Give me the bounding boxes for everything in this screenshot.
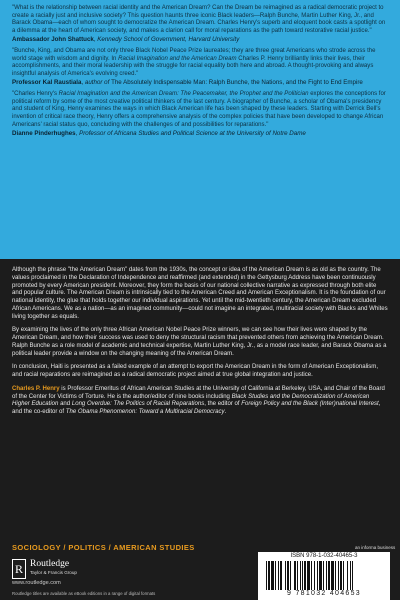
book-title: Racial Imagination and the American Dream xyxy=(118,55,237,62)
barcode-stripe xyxy=(271,561,274,590)
endorser-name: Professor Kal Raustiala xyxy=(12,79,82,87)
barcode-stripe xyxy=(294,561,296,590)
publisher-group: Taylor & Francis Group xyxy=(30,570,77,575)
barcode-stripe xyxy=(319,561,322,590)
endorsement-3 xyxy=(12,91,388,138)
barcode-stripe xyxy=(304,561,306,590)
description-paragraph: Although the phrase "the American Dream" dates from the 1930s, the concept or idea of the American Dream is as old as the country. The values proclaimed in the Declaration of Independence and reaffirmed (and extended) in the Gettysburg Address have been continuously promoted by every American president. Moreover, they form the basis of our national collective narrative as expressed through both elite and popular culture. The American Dream is intrinsically tied to the American Creed and American Exceptionalism. It is the foundation of our national identity, the glue that holds together our individual aspirations. Yet until the mid-twentieth century, the American Dream excluded African Americans. We as a nation—as an imagined community—could not imagine an integrated, multiracial society with Blacks and Whites living together as equals. xyxy=(12,267,388,320)
barcode-stripe xyxy=(335,561,336,590)
routledge-logo-icon xyxy=(12,559,26,579)
barcode-stripe xyxy=(326,561,327,590)
endorsement-2 xyxy=(12,48,388,87)
description-paragraph: By examining the lives of the only three African American Nobel Peace Prize winners, we can see how their lives were shaped by the American Dream, and how their success was used to deny the structural racism that prevented others from achieving the American Dream. Ralph Bunche as a role model of academic and technical expertise, Martin Luther King, Jr., as a model race leader, and Barack Obama as a political leader provide a window on the changing meaning of the American Dream. xyxy=(12,327,387,357)
barcode-stripe xyxy=(300,561,301,590)
barcode-stripe xyxy=(268,561,270,590)
endorsement-quote: "Bunche, King, and Obama are not only three Black Nobel Peace Prize laureates; they are three great Americans who strode across the world stage with wisdom and dignity. In Racial Imagination and the American Dream Charles P. Henry brilliantly links their lives, their accomplishments, and their moral leadership with the struggle for racial equality both here and abroad. A thought-provoking and always insightful analysis of America's evolving creed." xyxy=(12,47,376,78)
barcode-bars xyxy=(266,561,382,590)
endorsement-attribution: Ambassador John Shattuck, Kennedy School of Government, Harvard University xyxy=(12,36,240,44)
barcode-stripe xyxy=(297,561,298,590)
endorsement-quote: "Charles Henry's Racial Imagination and the American Dream: The Peacemaker, the Prophet and the Politician explores the conceptions for political reform by some of the most creative political thinkers of the last century. A biographer of Bunche, a scholar of Obama's presidency and student of King, Henry examines the ways in which Black American life has been shaped by these leaders. Starting with Derrick Bell's invention of critical race theory, Henry offers a comprehensive analysis of the complex policies that have been developed to change African Americans' racial status quo, concluding with the challenges of and possibilities for reparations." xyxy=(12,90,386,128)
book-title: Racial Imagination and the American Dream: The Peacemaker, the Prophet and the Politician xyxy=(58,90,309,97)
endorser-name: Dianne Pinderhughes xyxy=(12,129,76,137)
barcode-stripe xyxy=(280,561,282,590)
endorser-name: Ambassador John Shattuck xyxy=(12,36,94,44)
barcode-stripe xyxy=(331,561,334,590)
barcode-stripe xyxy=(317,561,318,590)
barcode-stripe xyxy=(323,561,324,590)
barcode-stripe xyxy=(314,561,315,590)
publisher-logo xyxy=(12,558,172,580)
barcode-stripe xyxy=(307,561,310,590)
barcode-stripe xyxy=(302,561,303,590)
barcode-stripe xyxy=(290,561,291,590)
svg-text:R: R xyxy=(14,562,24,576)
barcode-stripe xyxy=(285,561,286,590)
endorsements-panel xyxy=(0,0,400,259)
endorser-affiliation: Professor of Africana Studies and Political Science at the University of Notre Dame xyxy=(79,129,306,137)
barcode-stripe xyxy=(352,561,353,590)
informa-label: an informa business xyxy=(355,545,396,550)
barcode-stripe xyxy=(266,561,267,590)
barcode-card xyxy=(258,552,390,600)
author-bio: Charles P. Henry is Professor Emeritus of African American Studies at the University of California at Berkeley, USA, and Chair of the Board of the Center for Victims of Torture. He is the author/editor of nine books including Black Studies and the Democratization of American Higher Education and Long Overdue: The Politics of Racial Reparations, the editor of Foreign Policy and the Black (Inter)national Interest, and the co-editor of The Obama Phenomenon: Toward a Multiracial Democracy. xyxy=(12,385,385,415)
endorser-affiliation: Kennedy School of Government, Harvard University xyxy=(97,36,240,44)
description-paragraph: In conclusion, Haiti is presented as a failed example of an attempt to export the American Dream in the form of American Exceptionalism, and racial reparations are reimagined as a radical democratic project aimed at true global integration and justice. xyxy=(12,364,379,378)
endorsement-attribution: Professor Kal Raustiala, author of The Absolutely Indispensable Man: Ralph Bunche, the Nations, and the Fight to End Empire xyxy=(12,79,363,87)
barcode-stripe xyxy=(328,561,330,590)
publisher-website[interactable]: www.routledge.com xyxy=(12,580,61,586)
barcode-stripe xyxy=(287,561,289,590)
barcode-stripe xyxy=(311,561,312,590)
barcode-stripe xyxy=(350,561,351,590)
barcode-stripe xyxy=(338,561,339,590)
endorsement-quote: "What is the relationship between racial identity and the American Dream? Can the Dream be reimagined as a radical democratic project to create a racially just and inclusive society? This question haunts three iconic Black leaders—Ralph Bunche, Martin Luther King, Jr., and Barack Obama—each of whom sought to democratize the American Dream. Charles Henry's superb and eloquent book casts a spotlight on a dilemma at the heart of American society, and makes a clarion call for moral reparations as the path toward restorative racial justice." xyxy=(12,5,386,35)
barcode-stripe xyxy=(343,561,344,590)
ebook-note: Routledge titles are available as eBook editions in a range of digital formats xyxy=(12,591,156,596)
barcode-stripe xyxy=(340,561,342,590)
barcode-stripe xyxy=(278,561,279,590)
barcode-stripe xyxy=(347,561,348,590)
subject-category: SOCIOLOGY / POLITICS / AMERICAN STUDIES xyxy=(12,543,195,552)
barcode-stripe xyxy=(275,561,276,590)
endorsement-attribution: Dianne Pinderhughes, Professor of Africana Studies and Political Science at the University of Notre Dame xyxy=(12,129,306,137)
isbn-text: ISBN 978-1-032-40465-3 xyxy=(290,553,358,559)
publisher-name: Routledge xyxy=(30,559,70,569)
endorsement-1 xyxy=(12,5,388,44)
endorser-book-title: The Absolutely Indispensable Man: Ralph Bunche, the Nations, and the Fight to End Empire xyxy=(111,79,363,87)
author-name: Charles P. Henry xyxy=(12,385,60,392)
barcode-number: 9 781032 404653 xyxy=(287,590,361,597)
